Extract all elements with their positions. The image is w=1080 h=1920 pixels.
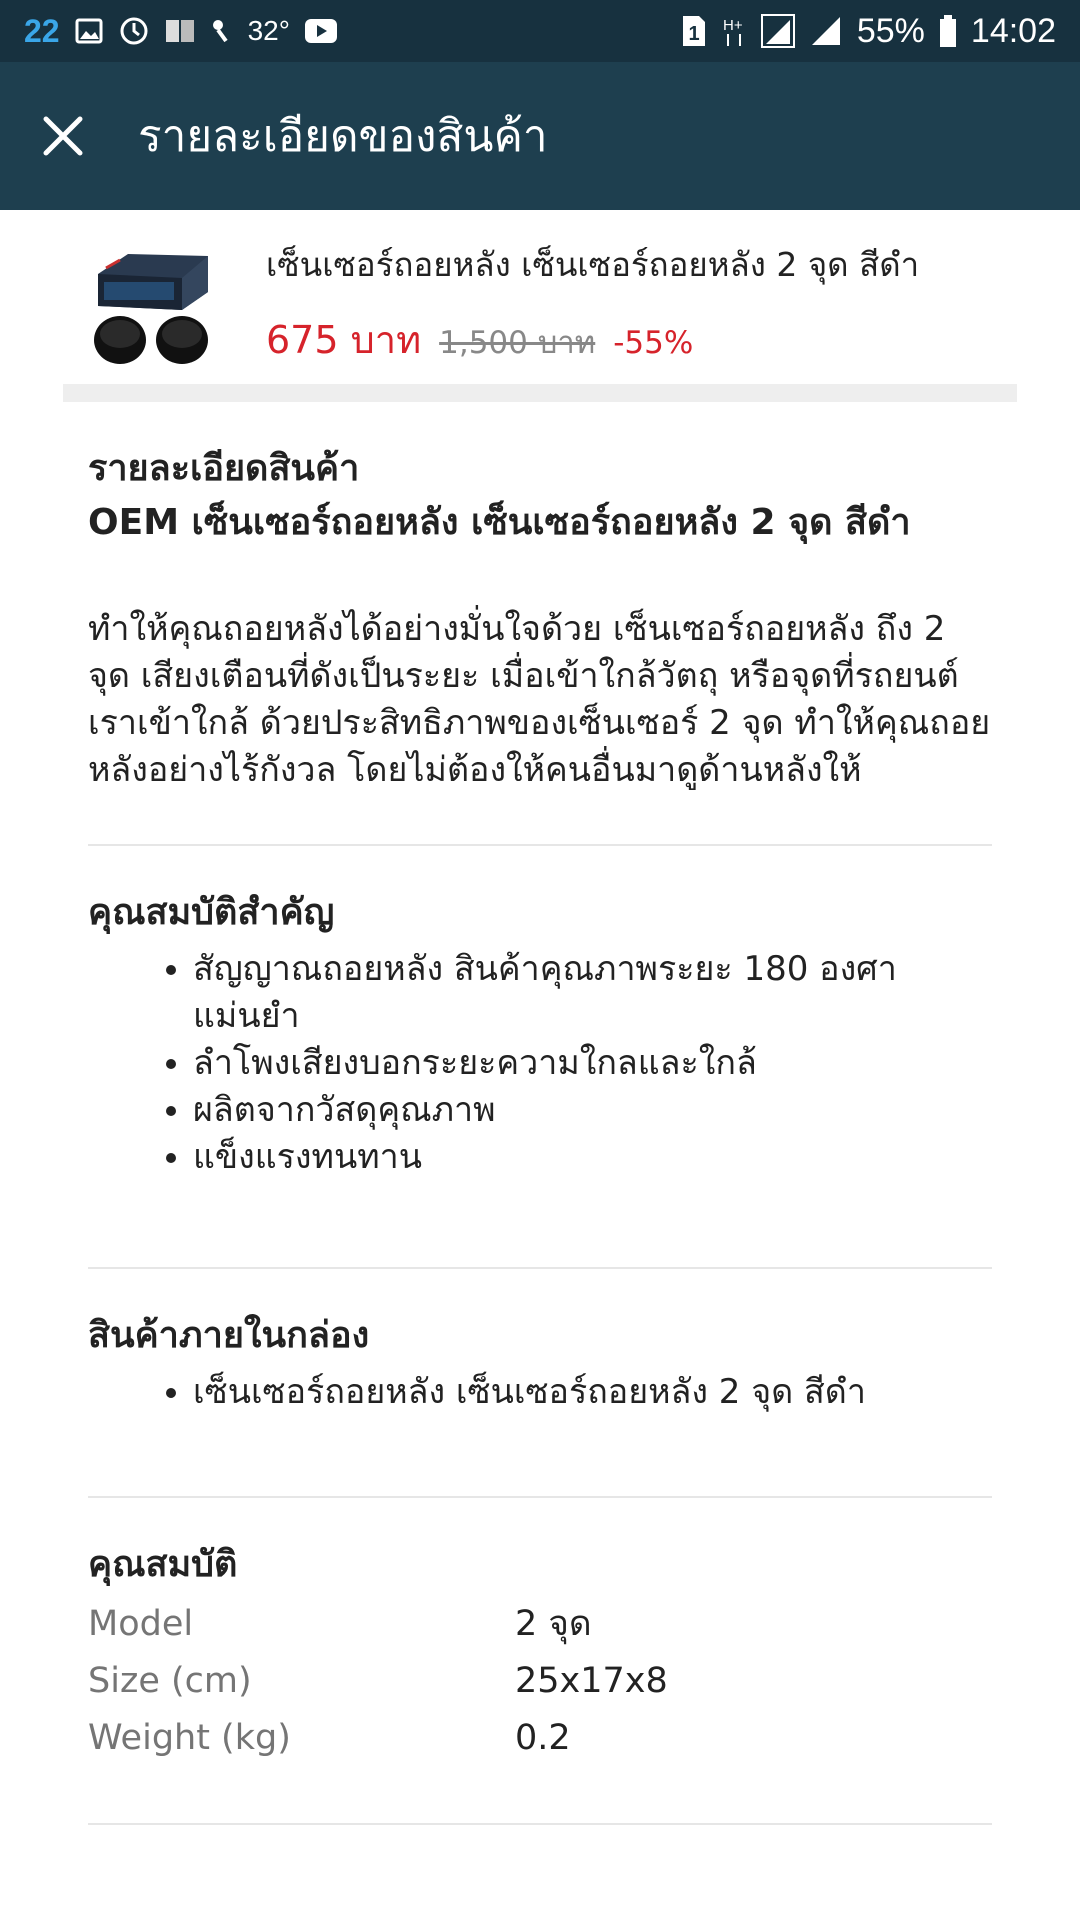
divider xyxy=(88,844,992,846)
divider xyxy=(88,1267,992,1269)
section-divider xyxy=(63,384,1017,402)
youtube-icon xyxy=(304,18,338,44)
discount-badge: -55% xyxy=(613,325,694,361)
in-box-section xyxy=(88,1309,992,1416)
status-bar-right xyxy=(681,12,1056,51)
divider xyxy=(88,1823,992,1825)
network-type-icon xyxy=(721,14,747,48)
description-section xyxy=(88,442,992,794)
sync-icon xyxy=(118,15,150,47)
description-text: ทำให้คุณถอยหลังได้อย่างมั่นใจด้วย เซ็นเซอร์ถอยหลัง ถึง 2 จุด เสียงเตือนที่ดังเป็นระยะ เมื่อเข้าใกล้วัตถุ หรือจุดที่รถยนต์เราเข้าใกล้ ด้วยประสิทธิภาพของเซ็นเซอร์ 2 จุด ทำให้คุณถอยหลังอย่างไร้กังวล โดยไม่ต้องให้คนอื่นมาดูด้านหลังให้ xyxy=(88,609,991,790)
list-item: • ลำโพงเสียงบอกระยะความใกลและใกล้ xyxy=(193,1040,992,1087)
notification-count: 22 xyxy=(24,12,60,49)
table-row xyxy=(88,1596,992,1653)
specs-section xyxy=(88,1538,992,1767)
sim-slot: 1 xyxy=(688,23,700,45)
table-row xyxy=(88,1710,992,1767)
current-price: 675 บาท xyxy=(266,318,422,362)
table-row xyxy=(88,1653,992,1710)
features-list xyxy=(88,946,992,1181)
temperature: 32° xyxy=(247,15,290,46)
spec-key: Model xyxy=(88,1604,194,1644)
price-row xyxy=(266,309,919,370)
page-title: รายละเอียดของสินค้า xyxy=(138,111,548,162)
signal-icon-2 xyxy=(809,14,843,48)
product-summary[interactable] xyxy=(0,210,1080,376)
book-icon xyxy=(164,17,196,45)
specs-table xyxy=(88,1596,992,1767)
battery-percent: 55% xyxy=(856,11,925,50)
product-title: เซ็นเซอร์ถอยหลัง เซ็นเซอร์ถอยหลัง 2 จุด สีดำ xyxy=(266,245,920,284)
original-price: 1,500 บาท xyxy=(439,325,596,361)
battery-icon xyxy=(939,14,957,48)
specs-heading: คุณสมบัติ xyxy=(88,1544,238,1585)
in-box-heading: สินค้าภายในกล่อง xyxy=(88,1315,370,1356)
clock: 14:02 xyxy=(970,11,1056,50)
divider xyxy=(88,1496,992,1498)
spec-value: 25x17x8 xyxy=(515,1661,668,1701)
close-button[interactable] xyxy=(30,103,96,169)
status-bar-left xyxy=(24,13,338,50)
description-heading: รายละเอียดสินค้า xyxy=(88,448,360,489)
list-item: • สัญญาณถอยหลัง สินค้าคุณภาพระยะ 180 องศา แม่นยำ xyxy=(193,946,992,1040)
features-section xyxy=(88,886,992,1181)
network-type: H+ xyxy=(722,17,743,34)
image-icon xyxy=(74,16,104,46)
list-item: • เซ็นเซอร์ถอยหลัง เซ็นเซอร์ถอยหลัง 2 จุด สีดำ xyxy=(193,1369,992,1416)
mic-icon xyxy=(210,17,234,45)
spec-key: Weight (kg) xyxy=(88,1718,291,1758)
spec-key: Size (cm) xyxy=(88,1661,252,1701)
features-heading: คุณสมบัติสำคัญ xyxy=(88,892,335,933)
sim-icon xyxy=(681,14,707,48)
in-box-list xyxy=(88,1369,992,1416)
status-bar xyxy=(0,0,1080,62)
list-item: • แข็งแรงทนทาน xyxy=(193,1134,992,1181)
app-bar xyxy=(0,62,1080,210)
spec-value: 2 จุด xyxy=(515,1604,592,1644)
product-info xyxy=(266,234,919,370)
product-details xyxy=(0,442,1080,1825)
list-item: • ผลิตจากวัสดุคุณภาพ xyxy=(193,1087,992,1134)
product-thumbnail[interactable] xyxy=(88,234,238,384)
spec-value: 0.2 xyxy=(515,1718,571,1758)
description-subheading: OEM เซ็นเซอร์ถอยหลัง เซ็นเซอร์ถอยหลัง 2 จุด สีดำ xyxy=(88,502,911,543)
close-icon xyxy=(42,115,84,157)
signal-icon xyxy=(761,14,795,48)
